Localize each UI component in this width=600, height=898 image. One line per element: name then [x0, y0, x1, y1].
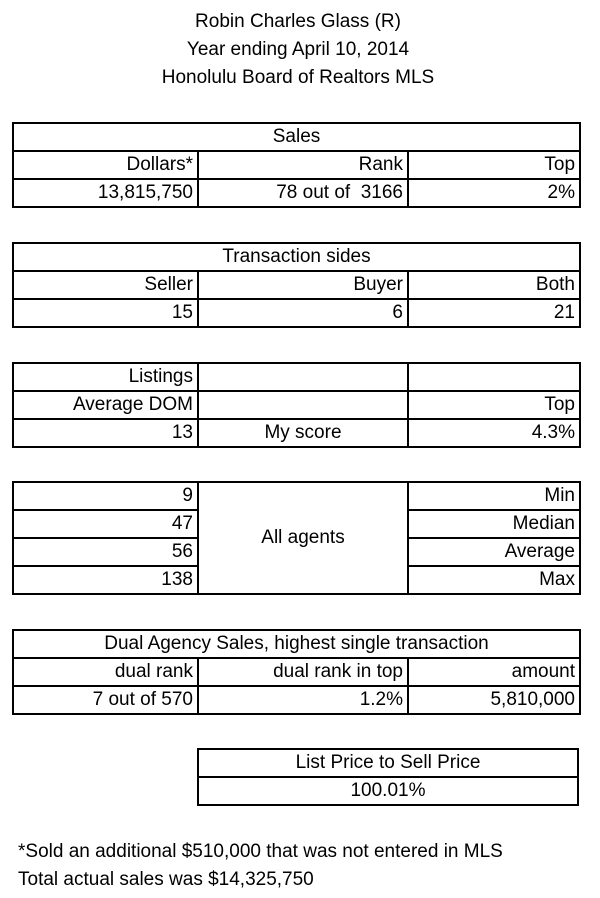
list-to-sell-value: 100.01%	[198, 777, 578, 805]
sales-top-header: Top	[408, 151, 580, 179]
dual-agency-table	[12, 629, 581, 715]
agents-value: 9	[13, 482, 198, 510]
my-top-value: 4.3%	[408, 419, 580, 447]
sides-seller-value: 15	[13, 299, 198, 327]
list-to-sell-table	[197, 748, 579, 806]
report-header	[0, 8, 596, 92]
footnote	[18, 838, 503, 894]
all-agents-table	[12, 481, 581, 595]
agents-value: 138	[13, 566, 198, 594]
agents-stat: Average	[408, 538, 580, 566]
average-dom-label: Average DOM	[13, 391, 198, 419]
agents-value: 47	[13, 510, 198, 538]
listings-empty-right	[408, 363, 580, 391]
agents-stat: Median	[408, 510, 580, 538]
listings-table	[12, 362, 581, 448]
agents-stat: Max	[408, 566, 580, 594]
dual-amount-value: 5,810,000	[408, 686, 580, 714]
my-score-label: My score	[198, 419, 408, 447]
listings-top-label: Top	[408, 391, 580, 419]
sides-seller-header: Seller	[13, 271, 198, 299]
dual-rank-top-value: 1.2%	[198, 686, 408, 714]
agent-name: Robin Charles Glass (R)	[195, 11, 401, 32]
dual-rank-header: dual rank	[13, 658, 198, 686]
footnote-note: *Sold an additional $510,000 that was not entered in MLS	[18, 841, 503, 862]
dual-rank-top-header: dual rank in top	[198, 658, 408, 686]
report-period: Year ending April 10, 2014	[186, 39, 410, 60]
sides-title: Transaction sides	[13, 243, 580, 271]
report-source: Honolulu Board of Realtors MLS	[161, 67, 435, 88]
my-dom-value: 13	[13, 419, 198, 447]
list-to-sell-title: List Price to Sell Price	[198, 749, 578, 777]
transaction-sides-table	[12, 242, 581, 328]
sales-dollars-header: Dollars*	[13, 151, 198, 179]
sales-rank-value: 78 out of 3166	[198, 179, 408, 207]
sales-title: Sales	[13, 123, 580, 151]
dual-amount-header: amount	[408, 658, 580, 686]
sides-buyer-header: Buyer	[198, 271, 408, 299]
listings-empty-mid	[198, 363, 408, 391]
sales-rank-header: Rank	[198, 151, 408, 179]
sales-table	[12, 122, 581, 208]
dual-rank-value: 7 out of 570	[13, 686, 198, 714]
sales-top-value: 2%	[408, 179, 580, 207]
all-agents-label: All agents	[198, 482, 408, 594]
average-dom-empty-mid	[198, 391, 408, 419]
agents-stat: Min	[408, 482, 580, 510]
agents-value: 56	[13, 538, 198, 566]
listings-label: Listings	[13, 363, 198, 391]
sides-both-header: Both	[408, 271, 580, 299]
dual-title: Dual Agency Sales, highest single transaction	[13, 630, 580, 658]
sides-both-value: 21	[408, 299, 580, 327]
sides-buyer-value: 6	[198, 299, 408, 327]
footnote-total: Total actual sales was $14,325,750	[18, 869, 314, 890]
table-row	[13, 482, 580, 510]
sales-dollars-value: 13,815,750	[13, 179, 198, 207]
